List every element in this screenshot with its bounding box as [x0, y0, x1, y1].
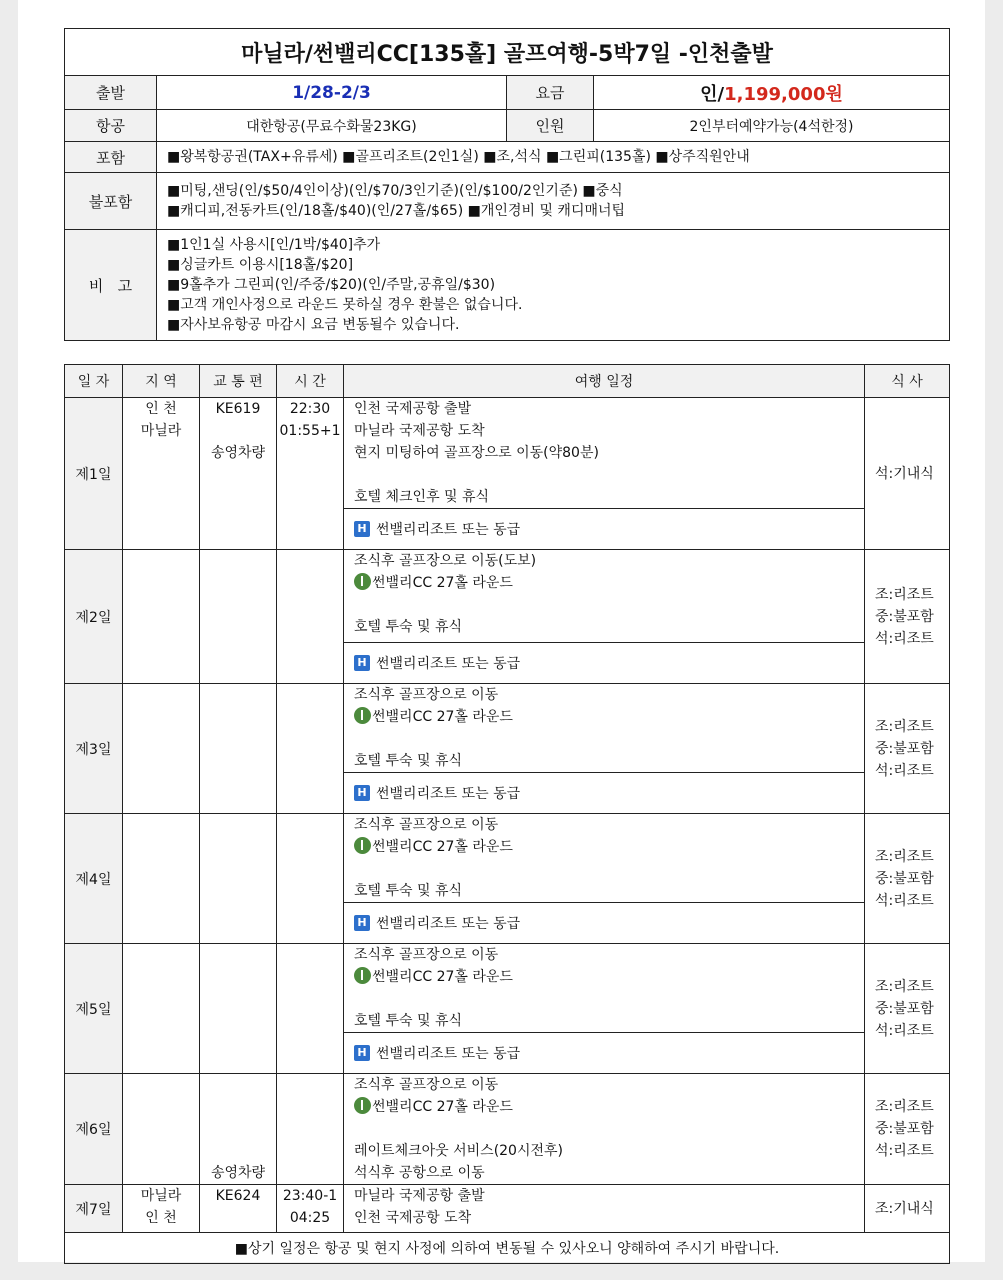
day-label: 제6일 [65, 1074, 123, 1185]
header-time: 시 간 [277, 365, 344, 398]
itinerary-text: 호텔 투숙 및 휴식 [354, 753, 463, 769]
itinerary-text: 석식후 공항으로 이동 [354, 1165, 485, 1181]
itinerary-row [65, 944, 950, 1074]
transport-cell [200, 550, 277, 684]
itinerary-cell [344, 398, 865, 550]
notes-label: 비 고 [65, 230, 157, 341]
meals-cell [865, 550, 950, 684]
hotel-icon: H [354, 915, 370, 931]
itinerary-line [354, 1140, 864, 1162]
depart-label: 출발 [65, 76, 157, 110]
golf-flag-icon [354, 967, 371, 984]
itinerary-line [354, 684, 864, 706]
note-line: ■1인1실 사용시[인/1박/$40]추가 [167, 237, 381, 253]
region-line: 마닐라 [140, 1188, 182, 1204]
day-label: 제2일 [65, 550, 123, 684]
hotel-name: 썬밸리리조트 또는 동급 [376, 786, 521, 802]
transport-cell [200, 944, 277, 1074]
exclude-line: ■캐디피,전동카트(인/18홀/$40)(인/27홀/$65) ■개인경비 및 캐디매너팁 [167, 203, 626, 219]
itinerary-line [354, 814, 864, 836]
itinerary-text: 썬밸리CC 27홀 라운드 [372, 839, 513, 855]
itinerary-cell [344, 550, 865, 684]
transport-line: 송영차량 [210, 445, 266, 461]
time-line: 22:30 [289, 401, 331, 417]
trip-info-table [64, 28, 950, 341]
itinerary-text: 마닐라 국제공항 출발 [354, 1188, 485, 1204]
meal-line: 조:리조트 [875, 718, 934, 735]
meal-line: 조:기내식 [875, 1200, 934, 1217]
hotel-icon: H [354, 1045, 370, 1061]
region-cell [123, 944, 200, 1074]
hotel-icon: H [354, 521, 370, 537]
itinerary-rows [65, 398, 950, 1233]
itinerary-row [65, 814, 950, 944]
itinerary-text: 조식후 골프장으로 이동(도보) [354, 553, 537, 569]
itinerary-text: 인천 국제공항 출발 [354, 401, 472, 417]
day-label: 제1일 [65, 398, 123, 550]
meal-line: 석:기내식 [875, 465, 934, 482]
itinerary-line [354, 858, 864, 880]
transport-line [200, 1074, 276, 1096]
region-cell [123, 398, 200, 550]
header-itinerary: 여행 일정 [344, 365, 865, 398]
time-cell [277, 1074, 344, 1185]
exclude-line: ■미팅,샌딩(인/$50/4인이상)(인/$70/3인기준)(인/$100/2인기준) ■중식 [167, 183, 623, 199]
itinerary-text: 현지 미팅하여 골프장으로 이동(약80분) [354, 445, 599, 461]
airline-value: 대한항공(무료수화물23KG) [157, 110, 507, 142]
meals-cell [865, 814, 950, 944]
include-value: ■왕복항공권(TAX+유류세) ■골프리조트(2인1실) ■조,석식 ■그린피(135홀) ■상주직원안내 [157, 142, 950, 173]
itinerary-text: 마닐라 국제공항 도착 [354, 423, 485, 439]
region-cell [123, 814, 200, 944]
hotel-row [344, 642, 864, 683]
header-region: 지 역 [123, 365, 200, 398]
golf-flag-icon [354, 707, 371, 724]
itinerary-line [354, 836, 864, 858]
price-prefix: 인/ [700, 83, 725, 105]
itinerary-text: 썬밸리CC 27홀 라운드 [372, 969, 513, 985]
itinerary-row [65, 684, 950, 814]
itinerary-row [65, 550, 950, 684]
itinerary-line [354, 464, 864, 486]
golf-flag-icon [354, 1097, 371, 1114]
itinerary-lines [344, 1185, 864, 1232]
itinerary-lines [344, 944, 864, 1032]
itinerary-line [354, 880, 864, 902]
meal-line: 조:리조트 [875, 1099, 934, 1115]
region-cell [123, 684, 200, 814]
itinerary-text: 호텔 투숙 및 휴식 [354, 619, 463, 635]
itinerary-line [354, 1118, 864, 1140]
transport-line [200, 1140, 276, 1162]
itinerary-line [354, 944, 864, 966]
itinerary-line [354, 594, 864, 616]
itinerary-cell [344, 684, 865, 814]
meals-cell [865, 684, 950, 814]
meals-cell [865, 944, 950, 1074]
itinerary-cell [344, 1074, 865, 1185]
meal-line: 중:불포함 [875, 740, 934, 757]
day-label: 제5일 [65, 944, 123, 1074]
meal-line: 석:리조트 [875, 1143, 934, 1159]
hotel-row [344, 1032, 864, 1073]
itinerary-line [354, 1162, 864, 1184]
meals-cell [865, 398, 950, 550]
itinerary-text: 호텔 체크인후 및 휴식 [354, 489, 490, 505]
itinerary-text: 조식후 골프장으로 이동 [354, 947, 499, 963]
itinerary-line [354, 572, 864, 594]
hotel-icon: H [354, 785, 370, 801]
hotel-name: 썬밸리리조트 또는 동급 [376, 916, 521, 932]
itinerary-row [65, 1185, 950, 1233]
itinerary-lines [344, 814, 864, 902]
itinerary-text: 조식후 골프장으로 이동 [354, 817, 499, 833]
region-cell [123, 550, 200, 684]
golf-flag-icon [354, 573, 371, 590]
exclude-value [157, 173, 950, 230]
transport-cell [200, 1185, 277, 1233]
header-transport: 교 통 편 [200, 365, 277, 398]
exclude-label: 불포함 [65, 173, 157, 230]
itinerary-lines [344, 398, 864, 508]
itinerary-line [354, 1207, 864, 1229]
time-line: 01:55+1 [279, 423, 341, 439]
itinerary-text: 썬밸리CC 27홀 라운드 [372, 575, 513, 591]
meals-cell [865, 1185, 950, 1233]
airline-label: 항공 [65, 110, 157, 142]
time-cell [277, 814, 344, 944]
time-cell [277, 398, 344, 550]
itinerary-text: 썬밸리CC 27홀 라운드 [372, 1099, 513, 1115]
header-day: 일 자 [65, 365, 123, 398]
meal-line: 석:리조트 [875, 1022, 934, 1039]
note-line: ■고객 개인사정으로 라운드 못하실 경우 환불은 없습니다. [167, 297, 523, 313]
itinerary-table [64, 364, 950, 1264]
people-label: 인원 [507, 110, 594, 142]
transport-line [200, 1096, 276, 1118]
region-line: 인 천 [145, 401, 177, 417]
region-line: 마닐라 [140, 423, 182, 439]
time-cell [277, 944, 344, 1074]
include-label: 포함 [65, 142, 157, 173]
itinerary-line [354, 966, 864, 988]
price-label: 요금 [507, 76, 594, 110]
transport-cell [200, 684, 277, 814]
transport-line: 송영차량 [210, 1165, 266, 1181]
day-label: 제7일 [65, 1185, 123, 1233]
itinerary-row [65, 1074, 950, 1185]
itinerary-line [354, 1074, 864, 1096]
hotel-icon: H [354, 655, 370, 671]
itinerary-lines [344, 1074, 864, 1184]
itinerary-text: 인천 국제공항 도착 [354, 1210, 472, 1226]
itinerary-line [354, 398, 864, 420]
transport-line [200, 420, 276, 442]
itinerary-text: 레이트체크아웃 서비스(20시전후) [354, 1143, 563, 1159]
time-line: 23:40-1 [282, 1188, 338, 1204]
itinerary-line [354, 486, 864, 508]
meal-line: 석:리조트 [875, 630, 934, 647]
note-line: ■싱글카트 이용시[18홀/$20] [167, 257, 354, 273]
region-cell [123, 1185, 200, 1233]
meal-line: 조:리조트 [875, 978, 934, 995]
transport-cell [200, 398, 277, 550]
itinerary-cell [344, 814, 865, 944]
hotel-row [344, 902, 864, 943]
hotel-row [344, 508, 864, 549]
itinerary-footer-note: ■상기 일정은 항공 및 현지 사정에 의하여 변동될 수 있사오니 양해하여 주시기 바랍니다. [65, 1233, 950, 1264]
document-title: 마닐라/썬밸리CC[135홀] 골프여행-5박7일 -인천출발 [65, 29, 950, 76]
itinerary-line [354, 1185, 864, 1207]
hotel-name: 썬밸리리조트 또는 동급 [376, 1046, 521, 1062]
itinerary-line [354, 988, 864, 1010]
header-meals: 식 사 [865, 365, 950, 398]
hotel-row [344, 772, 864, 813]
region-cell [123, 1074, 200, 1185]
itinerary-text: 호텔 투숙 및 휴식 [354, 883, 463, 899]
itinerary-cell [344, 944, 865, 1074]
golf-flag-icon [354, 837, 371, 854]
region-line: 인 천 [145, 1210, 177, 1226]
hotel-name: 썬밸리리조트 또는 동급 [376, 522, 521, 538]
meal-line: 중:불포함 [875, 608, 934, 625]
transport-line: KE619 [215, 401, 261, 417]
itinerary-lines [344, 550, 864, 642]
time-line: 04:25 [289, 1210, 331, 1226]
hotel-name: 썬밸리리조트 또는 동급 [376, 656, 521, 672]
itinerary-line [354, 616, 864, 638]
price-cell [594, 76, 950, 110]
transport-line: KE624 [215, 1188, 261, 1204]
itinerary-line [354, 1096, 864, 1118]
meal-line: 석:리조트 [875, 762, 934, 779]
itinerary-text: 조식후 골프장으로 이동 [354, 687, 499, 703]
itinerary-line [354, 550, 864, 572]
itinerary-row [65, 398, 950, 550]
itinerary-line [354, 1010, 864, 1032]
meal-line: 석:리조트 [875, 892, 934, 909]
itinerary-text: 조식후 골프장으로 이동 [354, 1077, 499, 1093]
transport-cell [200, 1074, 277, 1185]
time-cell [277, 1185, 344, 1233]
meals-cell [865, 1074, 950, 1185]
meal-line: 조:리조트 [875, 848, 934, 865]
note-line: ■9홀추가 그린피(인/주중/$20)(인/주말,공휴일/$30) [167, 277, 496, 293]
itinerary-lines [344, 684, 864, 772]
day-label: 제3일 [65, 684, 123, 814]
transport-line [200, 1118, 276, 1140]
time-cell [277, 550, 344, 684]
meal-line: 중:불포함 [875, 1121, 934, 1137]
itinerary-line [354, 750, 864, 772]
itinerary-cell [344, 1185, 865, 1233]
itinerary-line [354, 706, 864, 728]
note-line: ■자사보유항공 마감시 요금 변동될수 있습니다. [167, 317, 460, 333]
depart-value: 1/28-2/3 [157, 76, 507, 110]
meal-line: 중:불포함 [875, 870, 934, 887]
meal-line: 중:불포함 [875, 1000, 934, 1017]
transport-cell [200, 814, 277, 944]
people-value: 2인부터예약가능(4석한정) [594, 110, 950, 142]
notes-value [157, 230, 950, 341]
time-cell [277, 684, 344, 814]
itinerary-line [354, 728, 864, 750]
itinerary-line [354, 442, 864, 464]
day-label: 제4일 [65, 814, 123, 944]
itinerary-text: 썬밸리CC 27홀 라운드 [372, 709, 513, 725]
price-value: 1,199,000원 [724, 83, 843, 105]
itinerary-text: 호텔 투숙 및 휴식 [354, 1013, 463, 1029]
meal-line: 조:리조트 [875, 586, 934, 603]
itinerary-line [354, 420, 864, 442]
